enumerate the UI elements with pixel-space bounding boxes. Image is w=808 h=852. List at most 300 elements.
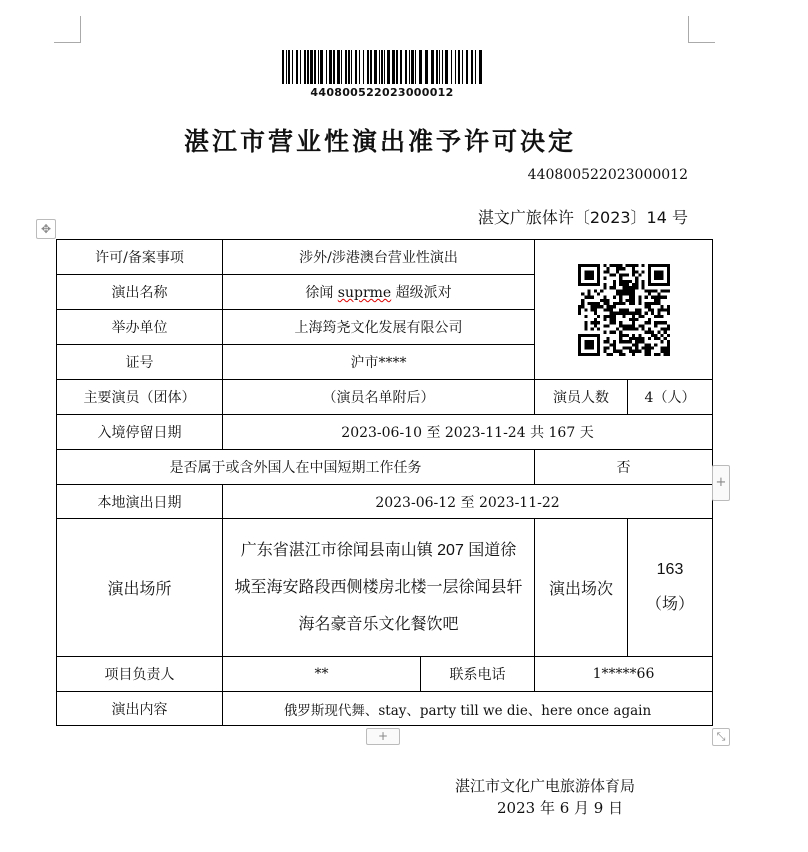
qr-module (622, 333, 625, 336)
barcode-bar (310, 50, 313, 84)
qr-module (647, 327, 650, 330)
qr-module (635, 279, 638, 282)
qr-module (631, 267, 634, 270)
qr-module (638, 333, 641, 336)
qr-finder (584, 340, 594, 350)
qr-module (635, 349, 638, 352)
qr-module (619, 333, 622, 336)
shows-count: 163 (656, 561, 684, 578)
qr-module (650, 295, 653, 298)
barcode-bar (370, 50, 372, 84)
qr-module (616, 327, 619, 330)
barcode-bar (445, 50, 448, 84)
barcode-bar (329, 50, 332, 84)
barcode-bar (425, 50, 428, 84)
qr-module (666, 333, 669, 336)
barcode-bar (405, 50, 407, 84)
barcode-number: 440800522023000012 (310, 86, 454, 99)
page-corner-top-left (54, 16, 81, 43)
performer-count-label: 演员人数 (535, 380, 628, 415)
qr-module (597, 321, 600, 324)
qr-module (631, 283, 634, 286)
issue-date: 2023 年 6 月 9 日 (497, 799, 624, 817)
qr-module (619, 267, 622, 270)
barcode-bar (396, 50, 398, 84)
qr-module (625, 292, 628, 295)
qr-module (644, 302, 647, 305)
qr-module (609, 314, 612, 317)
barcode-bar (337, 50, 340, 84)
qr-module (635, 276, 638, 279)
shows-label: 演出场次 (535, 519, 628, 657)
qr-module (650, 289, 653, 292)
qr-module (587, 292, 590, 295)
phone-value: 1*****66 (535, 657, 713, 692)
barcode-bar (419, 50, 422, 84)
qr-module (638, 295, 641, 298)
qr-module (606, 305, 609, 308)
qr-module (619, 352, 622, 355)
qr-module (631, 327, 634, 330)
qr-module (635, 283, 638, 286)
qr-module (578, 305, 581, 308)
qr-finder (647, 264, 650, 286)
qr-module (584, 324, 587, 327)
organizer-label: 举办单位 (57, 310, 223, 345)
barcode-bar (458, 50, 460, 84)
qr-module (593, 302, 596, 305)
qr-module (625, 311, 628, 314)
qr-module (631, 292, 634, 295)
qr-module (593, 311, 596, 314)
qr-module (666, 311, 669, 314)
qr-module (660, 321, 663, 324)
performers-value: （演员名单附后） (223, 380, 535, 415)
qr-module (581, 298, 584, 301)
qr-module (612, 321, 615, 324)
qr-module (606, 302, 609, 305)
qr-module (654, 333, 657, 336)
qr-module (616, 289, 619, 292)
qr-module (638, 314, 641, 317)
barcode-bar (400, 50, 402, 84)
venue-value: 广东省湛江市徐闻县南山镇 207 国道徐城至海安路段西侧楼房北楼一层徐闻县轩海名豪音乐文化餐饮吧 (223, 519, 535, 657)
qr-module (628, 298, 631, 301)
qr-module (606, 324, 609, 327)
qr-module (622, 324, 625, 327)
qr-module (660, 305, 663, 308)
barcode-bar (296, 50, 298, 84)
barcode-bar (326, 50, 327, 84)
barcode-bar (384, 50, 385, 84)
qr-module (631, 333, 634, 336)
qr-module (619, 276, 622, 279)
qr-module (628, 336, 631, 339)
qr-module (612, 330, 615, 333)
qr-module (663, 327, 666, 330)
qr-code (578, 264, 670, 356)
qr-module (654, 324, 657, 327)
show-name-label: 演出名称 (57, 275, 223, 310)
barcode-bar (307, 50, 309, 84)
qr-module (612, 317, 615, 320)
add-row-plus-icon[interactable]: + (366, 728, 400, 745)
qr-module (625, 283, 628, 286)
qr-module (647, 292, 650, 295)
qr-module (638, 308, 641, 311)
qr-module (581, 305, 584, 308)
qr-module (603, 330, 606, 333)
barcode-bar (415, 50, 416, 84)
qr-module (657, 330, 660, 333)
qr-module (635, 264, 638, 267)
qr-module (628, 346, 631, 349)
qr-module (619, 324, 622, 327)
document-number: 440800522023000012 (527, 167, 688, 183)
qr-module (631, 286, 634, 289)
show-name-spellcheck-word: suprme (337, 285, 392, 301)
qr-module (641, 270, 644, 273)
qr-module (666, 349, 669, 352)
qr-finder (578, 283, 600, 286)
qr-module (622, 292, 625, 295)
foreign-work-label: 是否属于或含外国人在中国短期工作任务 (57, 450, 535, 485)
qr-module (641, 336, 644, 339)
qr-module (597, 327, 600, 330)
qr-module (619, 349, 622, 352)
qr-module (663, 349, 666, 352)
qr-module (657, 321, 660, 324)
qr-module (638, 302, 641, 305)
qr-module (612, 273, 615, 276)
qr-module (597, 302, 600, 305)
qr-code-cell (535, 240, 713, 380)
qr-module (625, 324, 628, 327)
qr-module (616, 264, 619, 267)
qr-finder (597, 333, 600, 355)
qr-module (603, 308, 606, 311)
qr-module (590, 327, 593, 330)
qr-module (631, 311, 634, 314)
qr-module (603, 314, 606, 317)
barcode-bar (387, 50, 390, 84)
barcode-bar (320, 50, 323, 84)
manager-label: 项目负责人 (57, 657, 223, 692)
qr-module (584, 321, 587, 324)
barcode-bar (367, 50, 369, 84)
qr-module (603, 349, 606, 352)
qr-module (609, 308, 612, 311)
qr-module (666, 308, 669, 311)
qr-module (631, 314, 634, 317)
qr-module (603, 295, 606, 298)
qr-module (644, 321, 647, 324)
qr-module (635, 270, 638, 273)
qr-module (650, 302, 653, 305)
qr-module (631, 264, 634, 267)
qr-module (631, 324, 634, 327)
qr-module (622, 283, 625, 286)
qr-module (628, 302, 631, 305)
qr-finder (578, 333, 581, 355)
qr-module (578, 311, 581, 314)
qr-module (606, 270, 609, 273)
qr-module (666, 346, 669, 349)
qr-module (612, 340, 615, 343)
qr-module (660, 314, 663, 317)
qr-module (654, 352, 657, 355)
qr-module (612, 286, 615, 289)
qr-module (660, 327, 663, 330)
qr-module (631, 343, 634, 346)
qr-module (641, 327, 644, 330)
qr-module (612, 264, 615, 267)
qr-finder (647, 283, 669, 286)
qr-module (625, 327, 628, 330)
qr-module (590, 305, 593, 308)
qr-module (635, 343, 638, 346)
qr-module (657, 308, 660, 311)
qr-module (647, 317, 650, 320)
qr-module (663, 336, 666, 339)
qr-module (657, 314, 660, 317)
qr-module (635, 286, 638, 289)
table-resize-icon[interactable]: ⤡ (712, 728, 730, 746)
stay-dates-value: 2023-06-10 至 2023-11-24 共 167 天 (223, 415, 713, 450)
qr-module (631, 273, 634, 276)
barcode-bar (314, 50, 316, 84)
barcode-bar (292, 50, 293, 84)
qr-module (631, 317, 634, 320)
barcode-bar (466, 50, 468, 84)
qr-module (644, 330, 647, 333)
qr-module (654, 289, 657, 292)
barcode-bar (411, 50, 414, 84)
qr-module (654, 321, 657, 324)
qr-module (587, 289, 590, 292)
qr-module (628, 327, 631, 330)
qr-module (657, 311, 660, 314)
qr-module (650, 333, 653, 336)
barcode-bar (348, 50, 350, 84)
qr-module (654, 302, 657, 305)
qr-module (644, 349, 647, 352)
qr-module (619, 283, 622, 286)
qr-module (622, 279, 625, 282)
barcode-bar (374, 50, 377, 84)
qr-module (609, 352, 612, 355)
qr-module (663, 321, 666, 324)
qr-module (647, 349, 650, 352)
barcode-bar (359, 50, 360, 84)
shows-unit: （场） (645, 596, 694, 613)
qr-module (628, 340, 631, 343)
qr-module (606, 308, 609, 311)
barcode-bar (381, 50, 383, 84)
qr-module (612, 314, 615, 317)
barcode-bar (409, 50, 410, 84)
qr-module (622, 352, 625, 355)
barcode-bar (300, 50, 301, 84)
qr-module (647, 343, 650, 346)
qr-module (584, 308, 587, 311)
qr-module (641, 264, 644, 267)
performers-label: 主要演员（团体） (57, 380, 223, 415)
venue-label: 演出场所 (57, 519, 223, 657)
qr-module (666, 289, 669, 292)
qr-module (619, 321, 622, 324)
content-label: 演出内容 (57, 692, 223, 726)
qr-module (622, 340, 625, 343)
barcode-bar (442, 50, 443, 84)
qr-module (638, 324, 641, 327)
show-name-prefix: 徐闻 (305, 285, 338, 301)
qr-module (663, 330, 666, 333)
qr-module (609, 321, 612, 324)
qr-module (619, 279, 622, 282)
qr-module (616, 267, 619, 270)
barcode-bar (351, 50, 352, 84)
qr-module (628, 289, 631, 292)
qr-module (612, 279, 615, 282)
barcode-bar (455, 50, 456, 84)
qr-module (638, 311, 641, 314)
qr-module (663, 295, 666, 298)
qr-module (603, 264, 606, 267)
qr-module (635, 308, 638, 311)
license-item-value: 涉外/涉港澳台营业性演出 (223, 240, 535, 275)
cert-label: 证号 (57, 345, 223, 380)
table-move-handle-icon[interactable]: ✥ (36, 219, 56, 239)
qr-module (606, 340, 609, 343)
qr-module (612, 283, 615, 286)
qr-module (657, 352, 660, 355)
qr-module (584, 314, 587, 317)
qr-module (647, 352, 650, 355)
qr-module (619, 308, 622, 311)
qr-module (628, 317, 631, 320)
qr-module (581, 302, 584, 305)
barcode-bar (318, 50, 319, 84)
qr-module (612, 305, 615, 308)
qr-module (622, 302, 625, 305)
qr-module (587, 295, 590, 298)
qr-module (609, 264, 612, 267)
qr-module (644, 352, 647, 355)
qr-module (622, 273, 625, 276)
qr-module (593, 289, 596, 292)
barcode-bar (431, 50, 434, 84)
barcode-bar (462, 50, 463, 84)
qr-module (631, 349, 634, 352)
barcode-bar (479, 50, 482, 84)
qr-module (612, 343, 615, 346)
qr-finder (578, 264, 600, 267)
qr-module (625, 279, 628, 282)
qr-module (644, 289, 647, 292)
qr-module (628, 264, 631, 267)
qr-module (590, 295, 593, 298)
qr-module (584, 295, 587, 298)
qr-module (666, 340, 669, 343)
qr-module (663, 289, 666, 292)
qr-module (584, 327, 587, 330)
qr-module (609, 273, 612, 276)
local-dates-value: 2023-06-12 至 2023-11-22 (223, 485, 713, 519)
qr-module (609, 286, 612, 289)
qr-module (650, 311, 653, 314)
qr-module (616, 270, 619, 273)
qr-module (628, 292, 631, 295)
add-column-plus-icon[interactable]: + (712, 465, 730, 501)
qr-module (619, 340, 622, 343)
qr-module (647, 302, 650, 305)
qr-module (606, 346, 609, 349)
barcode-bar (392, 50, 395, 84)
barcode-bar (286, 50, 287, 84)
qr-module (619, 264, 622, 267)
qr-module (641, 346, 644, 349)
qr-module (631, 270, 634, 273)
qr-module (609, 305, 612, 308)
qr-module (622, 289, 625, 292)
qr-module (619, 330, 622, 333)
qr-module (647, 305, 650, 308)
qr-module (603, 298, 606, 301)
qr-module (638, 336, 641, 339)
qr-module (625, 289, 628, 292)
qr-module (657, 302, 660, 305)
qr-module (650, 330, 653, 333)
qr-module (644, 346, 647, 349)
qr-module (647, 336, 650, 339)
qr-module (622, 308, 625, 311)
qr-module (612, 311, 615, 314)
qr-module (628, 286, 631, 289)
qr-module (644, 305, 647, 308)
qr-module (609, 317, 612, 320)
qr-module (635, 336, 638, 339)
qr-module (666, 343, 669, 346)
barcode-bar (288, 50, 290, 84)
issuer-name: 湛江市文化广电旅游体育局 (455, 777, 636, 795)
qr-module (625, 308, 628, 311)
qr-module (606, 352, 609, 355)
qr-module (597, 314, 600, 317)
qr-module (638, 349, 641, 352)
qr-module (622, 286, 625, 289)
barcode-bar (475, 50, 476, 84)
qr-module (590, 308, 593, 311)
foreign-work-value: 否 (535, 450, 713, 485)
qr-module (647, 289, 650, 292)
qr-module (635, 311, 638, 314)
qr-module (606, 314, 609, 317)
qr-module (631, 321, 634, 324)
qr-module (654, 314, 657, 317)
qr-finder (654, 270, 664, 280)
qr-module (628, 324, 631, 327)
qr-finder (597, 264, 600, 286)
qr-module (660, 349, 663, 352)
qr-module (638, 298, 641, 301)
qr-module (603, 340, 606, 343)
qr-finder (647, 264, 669, 267)
qr-module (628, 311, 631, 314)
qr-module (578, 308, 581, 311)
qr-module (609, 330, 612, 333)
qr-module (657, 298, 660, 301)
